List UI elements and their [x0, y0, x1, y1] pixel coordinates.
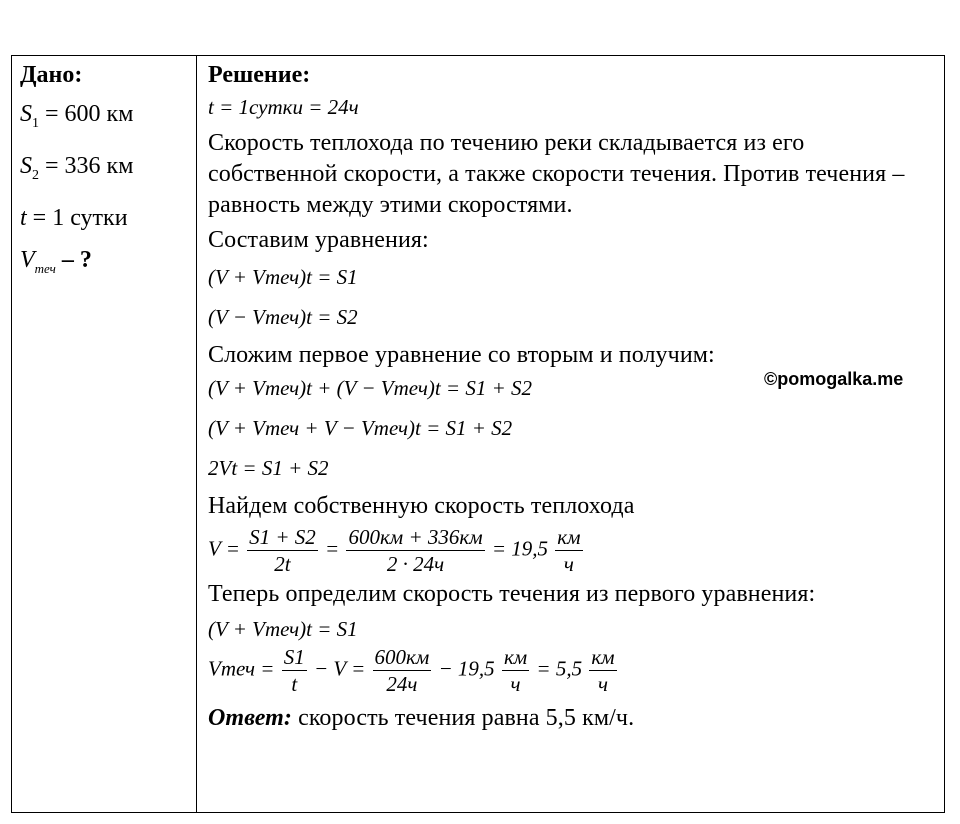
frac-num: 600км + 336км — [348, 525, 483, 549]
frac-num: S1 — [283, 645, 305, 669]
solution-header: Решение: — [208, 62, 311, 88]
value-t: = 1 сутки — [26, 205, 128, 231]
fraction-s1-over-t — [282, 644, 307, 697]
fraction-numeric — [346, 524, 484, 577]
equation-sum: (V + Vтеч)t + (V − Vтеч)t = S1 + S2 — [208, 376, 533, 400]
eq8-lhs: Vтеч = — [208, 656, 275, 681]
compose-equations-text: Составим уравнения: — [208, 227, 429, 253]
var-s: S — [20, 101, 32, 127]
var-t: t — [20, 205, 27, 231]
frac-num: км — [591, 645, 615, 669]
equation-sum-grouped: (V + Vтеч + V − Vтеч)t = S1 + S2 — [208, 416, 513, 440]
eq6-result: = 19,5 — [491, 536, 549, 561]
var-v: V — [20, 247, 35, 273]
frac-den: 2t — [274, 552, 291, 576]
eq8-minus: − 19,5 — [438, 656, 495, 681]
equation-current-speed — [208, 644, 938, 697]
unknown-mark: – ? — [55, 247, 92, 273]
answer-line — [208, 703, 938, 734]
equation-simplified: 2Vt = S1 + S2 — [208, 456, 329, 480]
equation-downstream: (V + Vтеч)t = S1 — [208, 265, 358, 289]
equation-first-again: (V + Vтеч)t = S1 — [208, 617, 358, 641]
explanation-paragraph: Скорость теплохода по течению реки складывается из его собственной скорости, а также скорости течения. Против течения – равность между этими скоростями. — [208, 130, 905, 218]
fraction-600-over-24 — [373, 644, 432, 697]
frac-den: t — [291, 672, 298, 696]
frac-num: км — [503, 645, 528, 669]
equation-own-speed: V = $\frac{S1 + S2}{2t}$ = $\frac{600км + 336км}{2 \cdot 24ч}$ = 19,5 $\frac{км}{ч}$ — [208, 525, 581, 576]
frac-num: км — [557, 525, 581, 549]
watermark: ©pomogalka.me — [764, 369, 904, 389]
eq8-mid: − V = — [313, 656, 366, 681]
eq6-lhs: V = — [208, 536, 240, 561]
current-speed-text: Теперь определим скорость течения из первого уравнения: — [208, 581, 816, 607]
sub-tech: теч — [34, 261, 56, 276]
solution-table — [11, 55, 945, 813]
given-distance-2 — [20, 152, 190, 190]
given-column — [20, 60, 190, 283]
frac-num: 600км — [374, 645, 430, 669]
frac-den: ч — [510, 672, 521, 696]
answer-text: скорость течения равна 5,5 км/ч. — [292, 705, 635, 731]
unit-fraction — [555, 524, 582, 577]
frac-den: 24ч — [386, 672, 418, 696]
eq8-result: = 5,5 — [536, 656, 583, 681]
fraction-sum-over-2t — [247, 524, 318, 577]
answer-label: Ответ: — [208, 705, 293, 731]
solution-column — [208, 60, 938, 734]
time-conversion: t = 1сутки = 24ч — [208, 95, 359, 119]
frac-den: ч — [563, 552, 574, 576]
frac-num: S1 + S2 — [249, 525, 316, 549]
unit-fraction — [502, 644, 529, 697]
sub-2: 2 — [32, 168, 39, 183]
frac-den: ч — [597, 672, 608, 696]
given-distance-1 — [20, 100, 190, 138]
column-divider — [196, 56, 197, 812]
own-speed-text: Найдем собственную скорость теплохода — [208, 493, 635, 519]
given-time — [20, 204, 190, 232]
given-header: Дано: — [20, 62, 83, 88]
value-s1: = 600 км — [39, 101, 134, 127]
equation-upstream: (V − Vтеч)t = S2 — [208, 305, 358, 329]
var-s: S — [20, 153, 32, 179]
sub-1: 1 — [32, 116, 39, 131]
given-unknown — [20, 246, 190, 283]
add-equations-text: Сложим первое уравнение со вторым и получим: — [208, 342, 715, 368]
unit-fraction — [589, 644, 616, 697]
value-s2: = 336 км — [39, 153, 134, 179]
frac-den: 2 · 24ч — [386, 552, 445, 576]
